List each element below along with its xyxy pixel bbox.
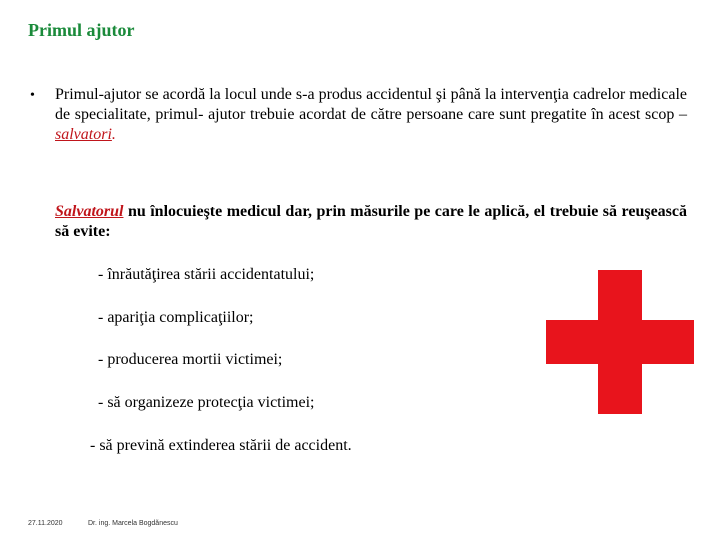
intro-paragraph	[55, 202, 687, 242]
paragraph-text: Primul-ajutor se acordă la locul unde s-a produs accidentul şi până la intervenţia cadrelor medicale de specialitate, primul- ajutor trebuie acordat de către persoane care sunt pregatite în acest scop –	[55, 86, 687, 123]
slide-title: Primul ajutor	[28, 20, 135, 40]
footer-date: 27.11.2020	[28, 520, 63, 527]
footer-author: Dr. ing. Marcela Bogdănescu	[88, 520, 178, 527]
list-item: - înrăutăţirea stării accidentatului;	[98, 266, 315, 283]
list-item: - apariţia complicaţiilor;	[98, 309, 254, 326]
red-cross-icon	[546, 270, 694, 414]
paragraph-end: .	[111, 126, 116, 143]
list-item: - producerea mortii victimei;	[98, 351, 283, 368]
paragraph-highlight: salvatori	[55, 126, 112, 143]
red-cross-horizontal	[546, 320, 694, 364]
intro-highlight: Salvatorul	[55, 203, 124, 220]
list-item: - să organizeze protecţia victimei;	[98, 394, 315, 411]
intro-text: nu înlocuieşte medicul dar, prin măsurile pe care le aplică, el trebuie să reuşească să evite:	[55, 203, 687, 240]
bullet-marker: •	[30, 88, 35, 103]
list-item: - să prevină extinderea stării de accident.	[90, 437, 352, 454]
main-paragraph	[55, 85, 687, 145]
